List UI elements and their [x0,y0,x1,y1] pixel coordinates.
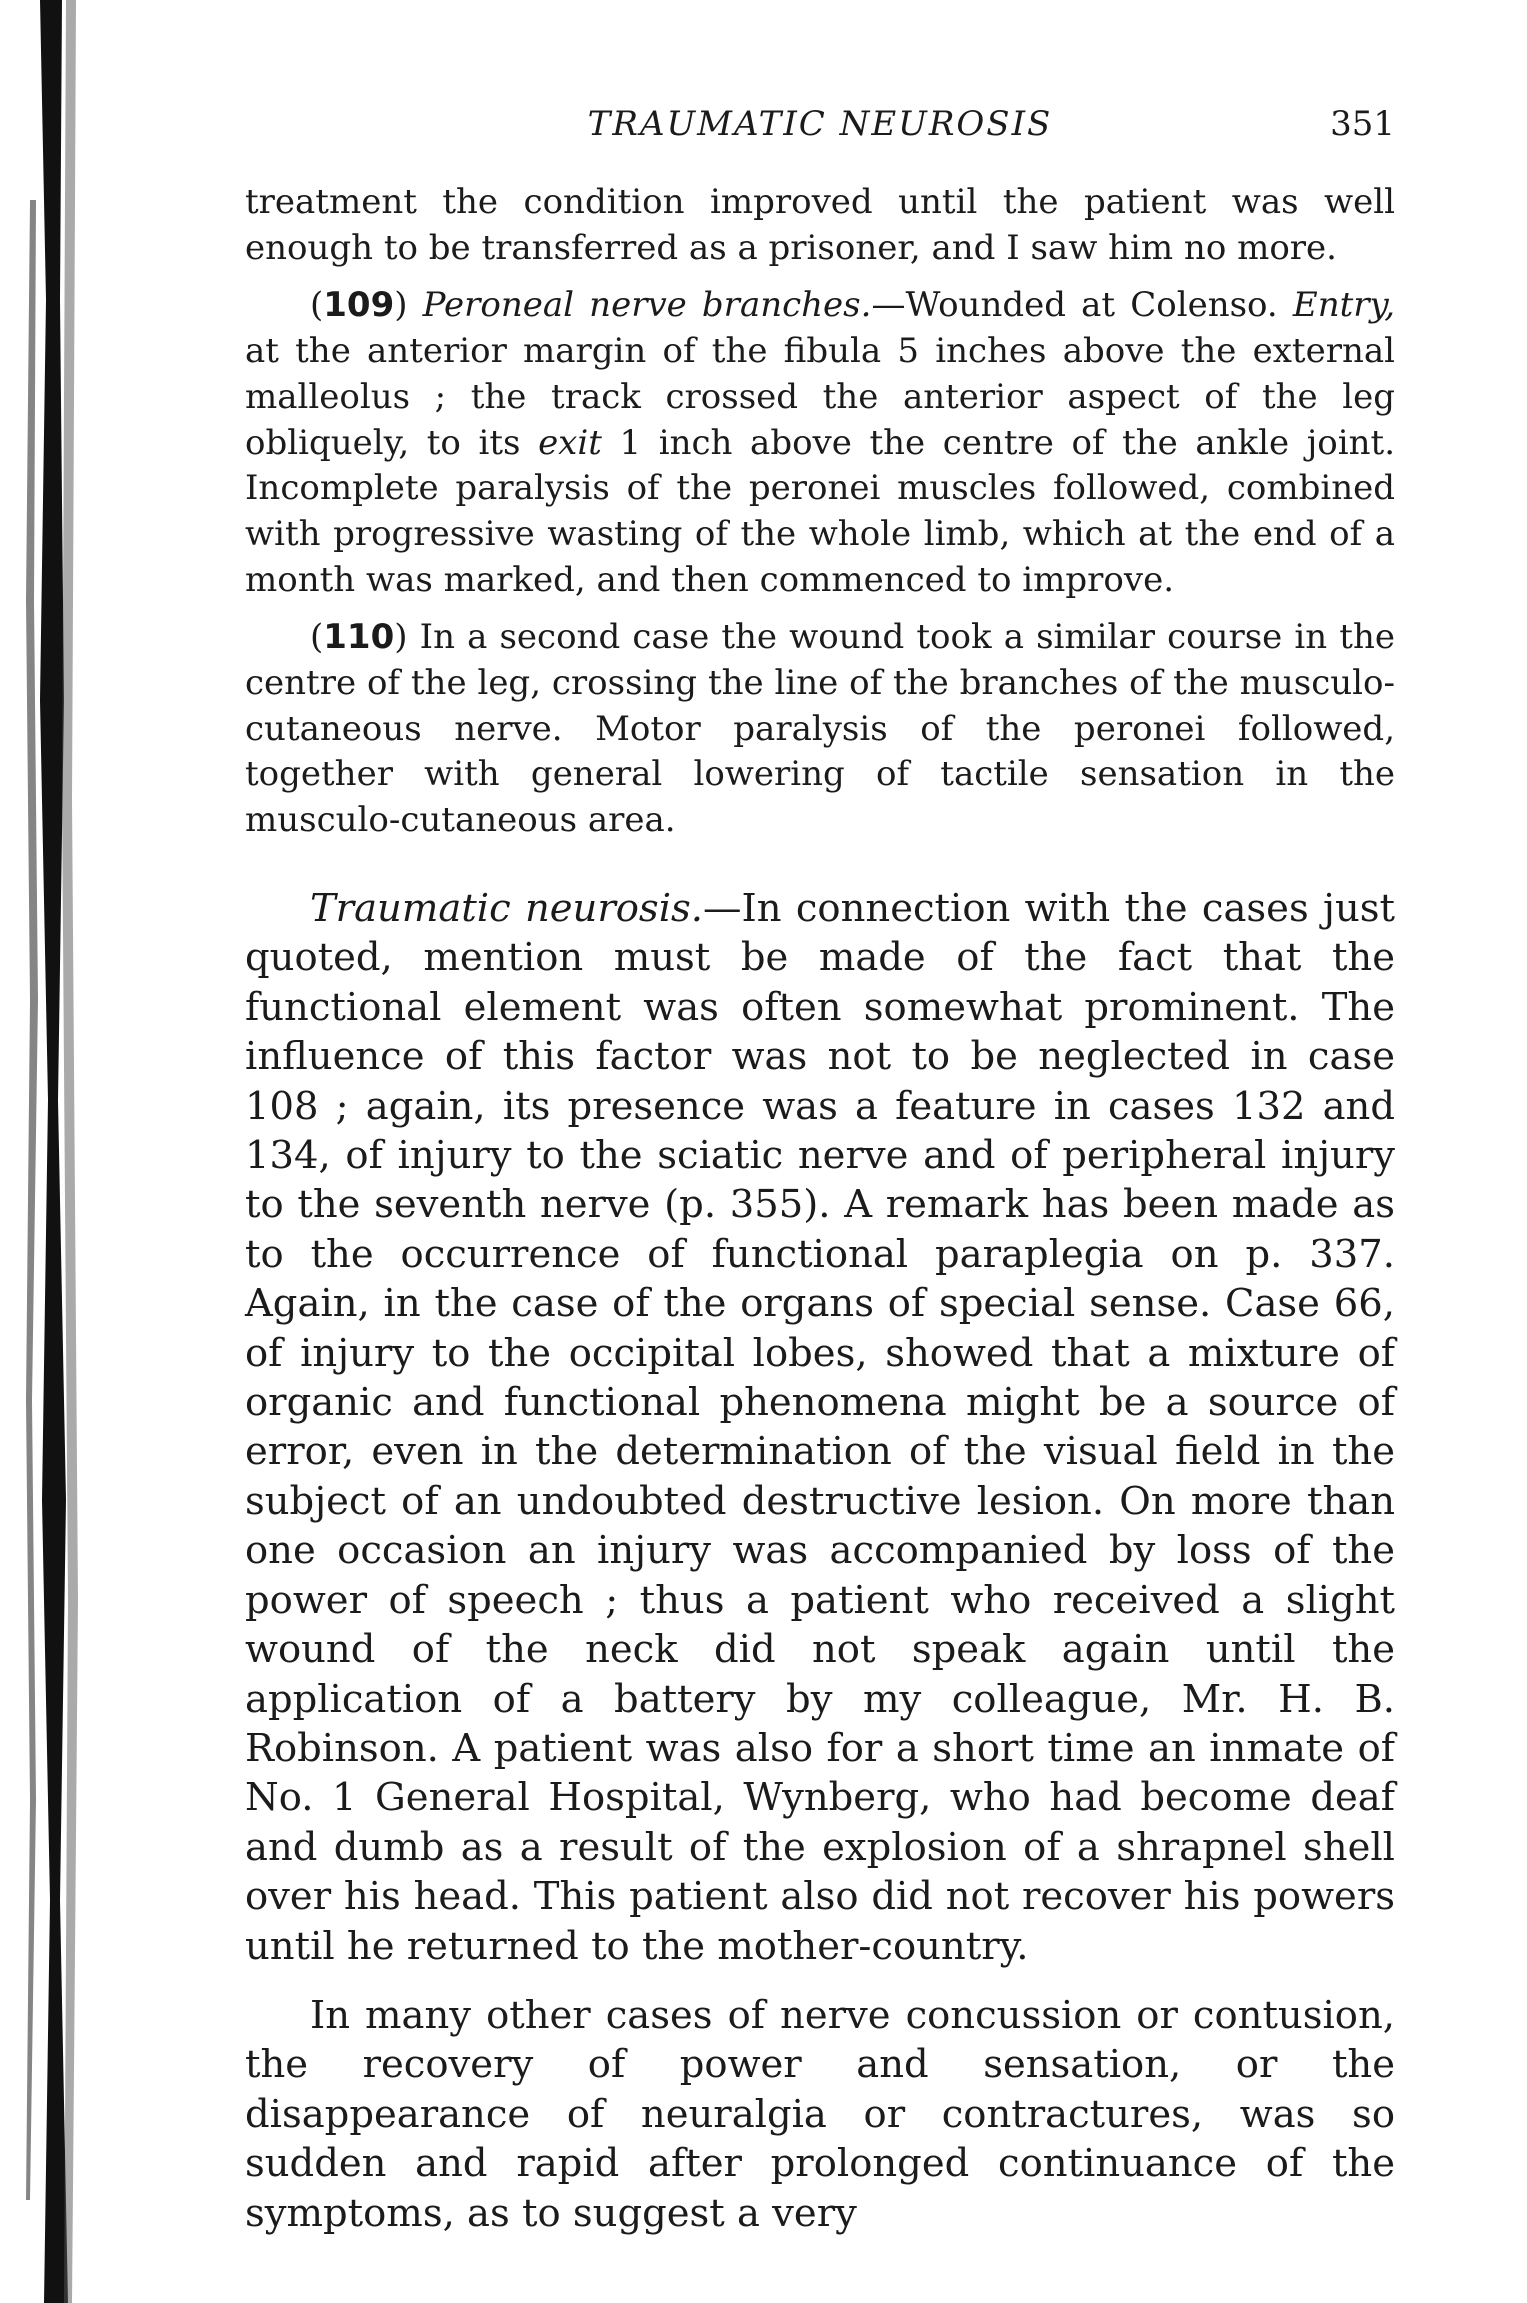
section-heading: Traumatic neurosis. [310,886,704,931]
case-title: Peroneal nerve branches. [422,285,872,326]
case-notes-block [245,180,1395,844]
case-110-paragraph: (110) In a second case the wound took a similar course in the centre of the leg, crossing the line of the branches of the musculo-cutaneous nerve. Motor paralysis of the peronei followed, together with general lowering of tactile sensation in the musculo-cutaneous area. [245,617,1395,841]
paragraph-continuation: treatment the condition improved until the patient was well enough to be transferred as a prisoner, and I saw him no more. [245,182,1395,268]
exit-term: exit [538,422,602,463]
main-text-block [245,884,1395,2238]
paragraph-text: —In connection with the cases just quoted, mention must be made of the fact that the functional element was often somewhat prominent. The influence of this factor was not to be neglected in case 108 ; again, its presence was a feature in cases 132 and 134, of injury to the sciatic nerve and of peripheral injury to the seventh nerve (p. 355). A remark has been made as to the occurrence of functional paraplegia on p. 337. Again, in the case of the organs of special sense. Case 66, of injury to the occipital lobes, showed that a mixture of organic and functional phenomena might be a source of error, even in the determination of the visual field in the subject of an undoubted destructive lesion. On more than one occasion an injury was accompanied by loss of the power of speech ; thus a patient who received a slight wound of the neck did not speak again until the application of a battery by my colleague, Mr. H. B. Robinson. A patient was also for a short time an inmate of No. 1 General Hospital, Wynberg, who had become deaf and dumb as a result of the explosion of a shrapnel shell over his head. This patient also did not recover his powers until he returned to the mother-country. [245,886,1396,1969]
case-text: In a second case the wound took a similar course in the centre of the leg, crossing the line of the branches of the musculo-cutaneous nerve. Motor paralysis of the peronei followed, together with general lowering of tactile sensation in the musculo-cutaneous area. [245,617,1395,841]
entry-term: Entry, [1292,285,1396,326]
case-number: 109 [323,285,395,326]
case-text: 1 inch above the centre of the ankle joint. Incomplete paralysis of the peronei muscles followed, combined with progressive wasting of the whole limb, which at the end of a month was marked, and then commenced to improve. [245,422,1395,600]
page-binding-shadow [0,0,120,2303]
page-number: 351 [1330,104,1395,144]
traumatic-neurosis-paragraph [245,884,1395,1971]
case-text: —Wounded at Colenso. [871,285,1293,326]
page-header [245,100,1395,160]
case-text: at the anterior margin of the fibula 5 inches above the external malleolus ; the track crossed the anterior aspect of the leg obliquely, to its [245,331,1395,463]
running-title: TRAUMATIC NEUROSIS [587,104,1053,144]
case-number: 110 [323,617,395,658]
final-paragraph: In many other cases of nerve concussion or contusion, the recovery of power and sensation, or the disappearance of neuralgia or contractures, was so sudden and rapid after prolonged continuance of the symptoms, as to suggest a very [245,1992,1395,2236]
case-109-paragraph: (109) Peroneal nerve branches.—Wounded at Colenso. Entry, at the anterior margin of the fibula 5 inches above the external malleolus ; the track crossed the anterior aspect of the leg obliquely, to its exit 1 inch above the centre of the ankle joint. Incomplete paralysis of the peronei muscles followed, combined with progressive wasting of the whole limb, which at the end of a month was marked, and then commenced to improve. [245,285,1396,600]
